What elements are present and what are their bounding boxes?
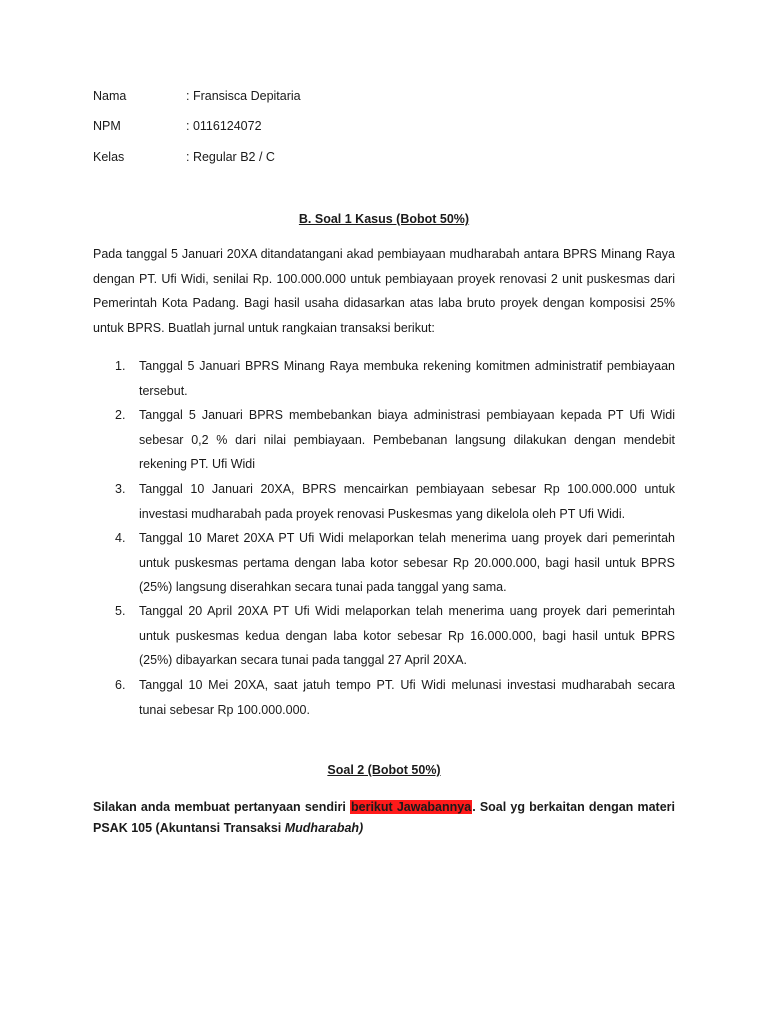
list-item-text: Tanggal 10 Maret 20XA PT Ufi Widi melaporkan telah menerima uang proyek dari pemerintah untuk puskesmas pertama dengan laba kotor sebesar Rp 20.000.000, bagi hasil untuk BPRS (25%) langsung diserahkan secara tunai pada tanggal yang sama.	[139, 531, 675, 594]
list-item-text: Tanggal 20 April 20XA PT Ufi Widi melaporkan telah menerima uang proyek dari pemerintah untuk puskesmas kedua dengan laba kotor sebesar Rp 16.000.000, bagi hasil untuk BPRS (25%) dibayarkan secara tunai pada tanggal 27 April 20XA.	[139, 604, 675, 667]
list-item-text: Tanggal 10 Mei 20XA, saat jatuh tempo PT. Ufi Widi melunasi investasi mudharabah secara tunai sebesar Rp 100.000.000.	[139, 678, 675, 717]
soal1-intro-paragraph: Pada tanggal 5 Januari 20XA ditandatangani akad pembiayaan mudharabah antara BPRS Minang Raya dengan PT. Ufi Widi, senilai Rp. 100.000.000 untuk pembiayaan proyek renovasi 2 unit puskesmas dari Pemerintah Kota Padang. Bagi hasil usaha didasarkan atas laba bruto proyek dengan komposisi 25% untuk BPRS. Buatlah jurnal untuk rangkaian transaksi berikut:	[93, 247, 675, 335]
npm-label: NPM	[93, 119, 121, 133]
kelas-value: : Regular B2 / C	[186, 150, 275, 164]
list-item-text: Tanggal 10 Januari 20XA, BPRS mencairkan pembiayaan sebesar Rp 100.000.000 untuk investasi mudharabah pada proyek renovasi Puskesmas yang dikelola oleh PT Ufi Widi.	[139, 482, 675, 521]
soal2-heading: Soal 2 (Bobot 50%)	[327, 763, 441, 777]
highlighted-text: berikut Jawabannya	[351, 800, 472, 814]
list-item-number: 5.	[115, 604, 126, 618]
nama-label: Nama	[93, 89, 127, 103]
soal2-text-italic: Mudharabah)	[284, 821, 364, 835]
list-item-number: 6.	[115, 678, 126, 692]
npm-value: : 0116124072	[186, 119, 262, 133]
soal2-paragraph	[93, 797, 675, 839]
kelas-label: Kelas	[93, 150, 125, 164]
list-item-number: 4.	[115, 531, 126, 545]
list-item-number: 1.	[115, 359, 126, 373]
list-item-number: 2.	[115, 408, 126, 422]
nama-value: : Fransisca Depitaria	[186, 89, 301, 103]
soal2-text-after: . Soal yg berkaitan dengan materi PSAK 105 (Akuntansi Transaksi	[93, 800, 675, 835]
list-item-number: 3.	[115, 482, 126, 496]
soal1-heading: B. Soal 1 Kasus (Bobot 50%)	[298, 212, 470, 226]
soal2-text-before: Silakan anda membuat pertanyaan sendiri	[93, 800, 350, 814]
list-item-text: Tanggal 5 Januari BPRS Minang Raya membuka rekening komitmen administratif pembiayaan tersebut.	[139, 359, 675, 398]
list-item-text: Tanggal 5 Januari BPRS membebankan biaya administrasi pembiayaan kepada PT Ufi Widi sebesar 0,2 % dari nilai pembiayaan. Pembebanan langsung dilakukan dengan mendebit rekening PT. Ufi Widi	[139, 408, 675, 471]
